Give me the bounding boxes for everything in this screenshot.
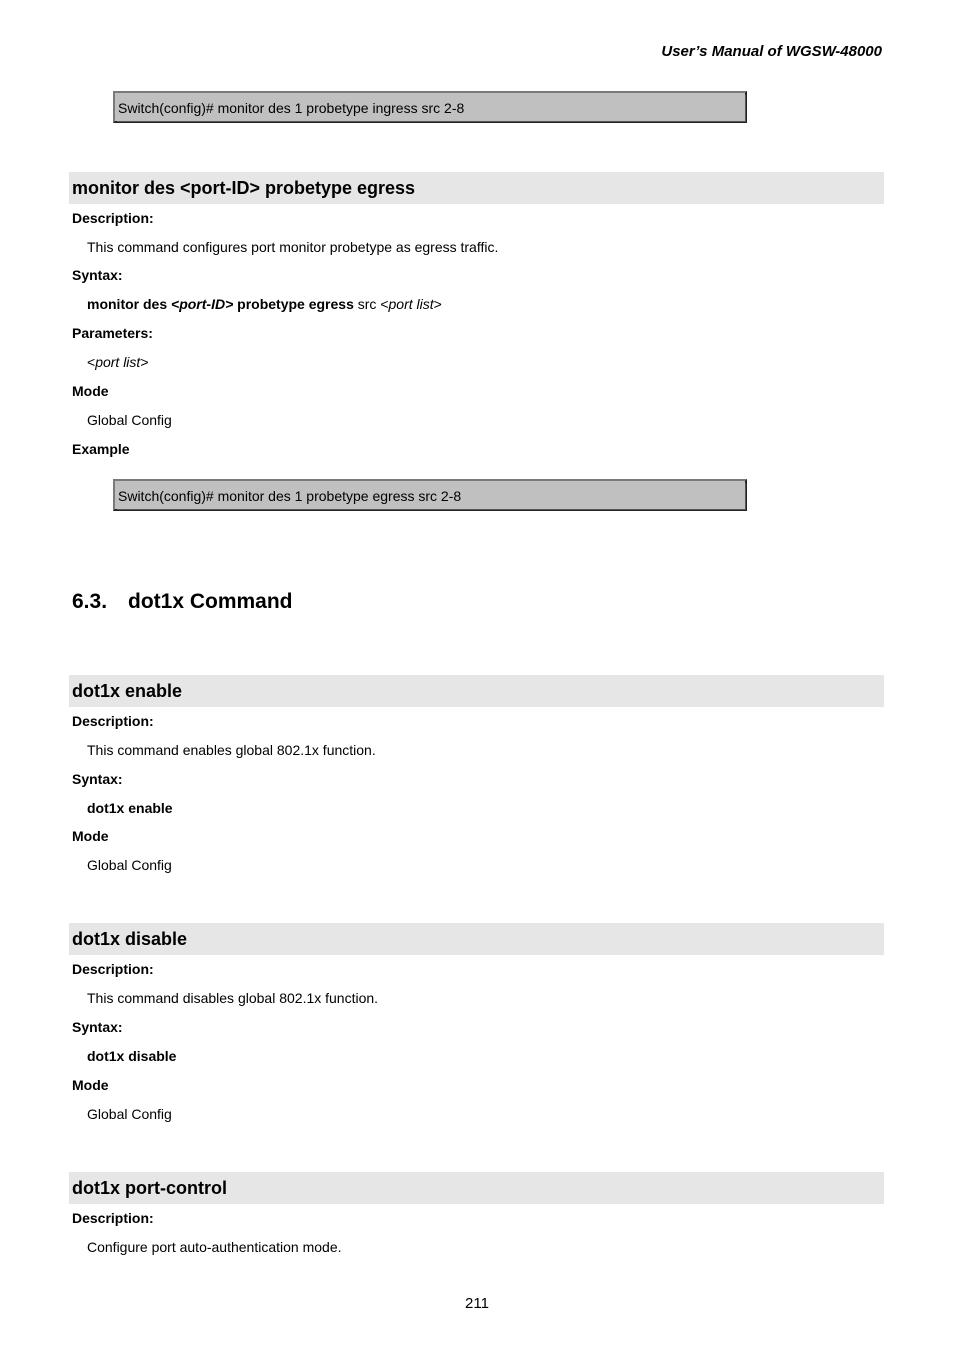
- syntax-cmd-probetype: probetype egress: [233, 296, 354, 312]
- chapter-title: dot1x Command: [128, 590, 293, 613]
- syntax-src: src: [353, 296, 381, 312]
- description-label: Description:: [72, 1210, 154, 1226]
- param-lt: <: [87, 354, 96, 370]
- code-example-ingress: Switch(config)# monitor des 1 probetype ingress src 2-8: [113, 91, 747, 123]
- mode-label: Mode: [72, 828, 109, 844]
- section-heading-monitor-egress: monitor des <port-ID> probetype egress: [69, 172, 884, 204]
- param-name: port list: [95, 354, 141, 370]
- syntax-label: Syntax:: [72, 267, 123, 283]
- mode-label: Mode: [72, 1077, 109, 1093]
- mode-text: Global Config: [87, 857, 172, 873]
- example-label: Example: [72, 441, 130, 457]
- description-text: This command disables global 802.1x function.: [87, 990, 379, 1006]
- parameters-label: Parameters:: [72, 325, 153, 341]
- syntax-text: dot1x enable: [87, 800, 173, 816]
- syntax-label: Syntax:: [72, 771, 123, 787]
- syntax-cmd: monitor des: [87, 296, 172, 312]
- syntax-lt: <: [380, 296, 389, 312]
- mode-text: Global Config: [87, 412, 172, 428]
- section-heading-dot1x-port-control: dot1x port-control: [69, 1172, 884, 1204]
- syntax-gt: >: [433, 296, 442, 312]
- parameter-port-list: [87, 354, 149, 370]
- mode-label: Mode: [72, 383, 109, 399]
- section-heading-dot1x-enable: dot1x enable: [69, 675, 884, 707]
- description-label: Description:: [72, 210, 154, 226]
- description-text: This command enables global 802.1x function.: [87, 742, 376, 758]
- chapter-heading: [72, 590, 293, 614]
- mode-text: Global Config: [87, 1106, 172, 1122]
- syntax-text: dot1x disable: [87, 1048, 177, 1064]
- syntax-label: Syntax:: [72, 1019, 123, 1035]
- section-heading-dot1x-disable: dot1x disable: [69, 923, 884, 955]
- param-gt: >: [140, 354, 149, 370]
- description-label: Description:: [72, 713, 154, 729]
- description-text: Configure port auto-authentication mode.: [87, 1239, 342, 1255]
- syntax-arg-port-list: port list: [388, 296, 434, 312]
- description-text: This command configures port monitor probetype as egress traffic.: [87, 239, 499, 255]
- code-example-egress: Switch(config)# monitor des 1 probetype egress src 2-8: [113, 479, 747, 511]
- description-label: Description:: [72, 961, 154, 977]
- syntax-text: [87, 296, 442, 312]
- manual-header-title: User’s Manual of WGSW-48000: [661, 43, 882, 60]
- chapter-number: 6.3.: [72, 590, 108, 613]
- syntax-arg-port-id: <port-ID>: [171, 296, 234, 312]
- page-number: 211: [465, 1295, 489, 1312]
